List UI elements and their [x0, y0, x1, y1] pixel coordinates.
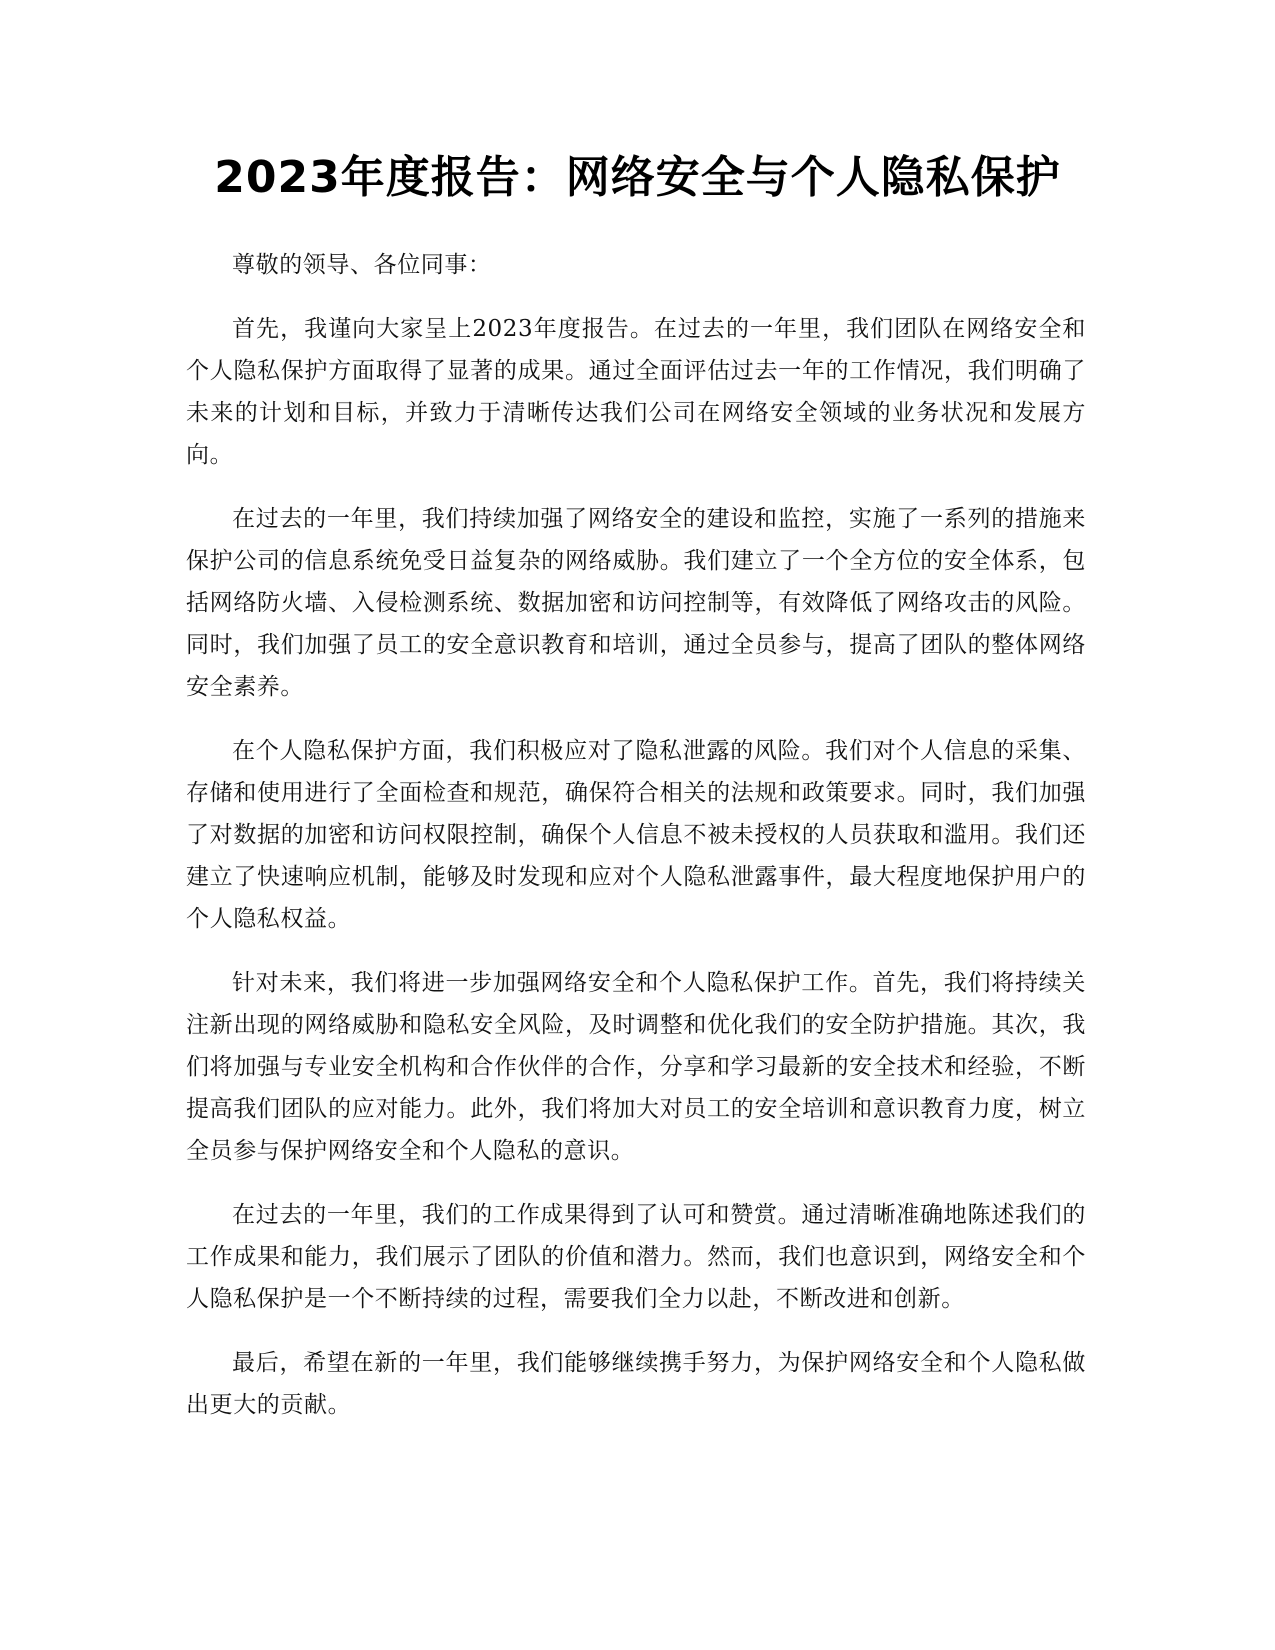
body-paragraph: 在过去的一年里，我们持续加强了网络安全的建设和监控，实施了一系列的措施来保护公司的信息系统免受日益复杂的网络威胁。我们建立了一个全方位的安全体系，包括网络防火墙、入侵检测系统、数据加密和访问控制等，有效降低了网络攻击的风险。同时，我们加强了员工的安全意识教育和培训，通过全员参与，提高了团队的整体网络安全素养。: [186, 506, 1086, 700]
body-paragraph: 在个人隐私保护方面，我们积极应对了隐私泄露的风险。我们对个人信息的采集、存储和使用进行了全面检查和规范，确保符合相关的法规和政策要求。同时，我们加强了对数据的加密和访问权限控制，确保个人信息不被未授权的人员获取和滥用。我们还建立了快速响应机制，能够及时发现和应对个人隐私泄露事件，最大程度地保护用户的个人隐私权益。: [186, 738, 1086, 932]
closing-paragraph: 最后，希望在新的一年里，我们能够继续携手努力，为保护网络安全和个人隐私做出更大的贡献。: [186, 1350, 1086, 1418]
salutation-paragraph: 尊敬的领导、各位同事：: [232, 252, 492, 278]
body-paragraph: 首先，我谨向大家呈上2023年度报告。在过去的一年里，我们团队在网络安全和个人隐私保护方面取得了显著的成果。通过全面评估过去一年的工作情况，我们明确了未来的计划和目标，并致力于清晰传达我们公司在网络安全领域的业务状况和发展方向。: [186, 316, 1086, 468]
body-paragraph: 在过去的一年里，我们的工作成果得到了认可和赞赏。通过清晰准确地陈述我们的工作成果和能力，我们展示了团队的价值和潜力。然而，我们也意识到，网络安全和个人隐私保护是一个不断持续的过程，需要我们全力以赴，不断改进和创新。: [186, 1202, 1086, 1312]
body-paragraph: 针对未来，我们将进一步加强网络安全和个人隐私保护工作。首先，我们将持续关注新出现的网络威胁和隐私安全风险，及时调整和优化我们的安全防护措施。其次，我们将加强与专业安全机构和合作伙伴的合作，分享和学习最新的安全技术和经验，不断提高我们团队的应对能力。此外，我们将加大对员工的安全培训和意识教育力度，树立全员参与保护网络安全和个人隐私的意识。: [186, 970, 1086, 1164]
document-body: [186, 244, 1086, 1448]
document-title: 2023年度报告：网络安全与个人隐私保护: [214, 152, 1061, 203]
